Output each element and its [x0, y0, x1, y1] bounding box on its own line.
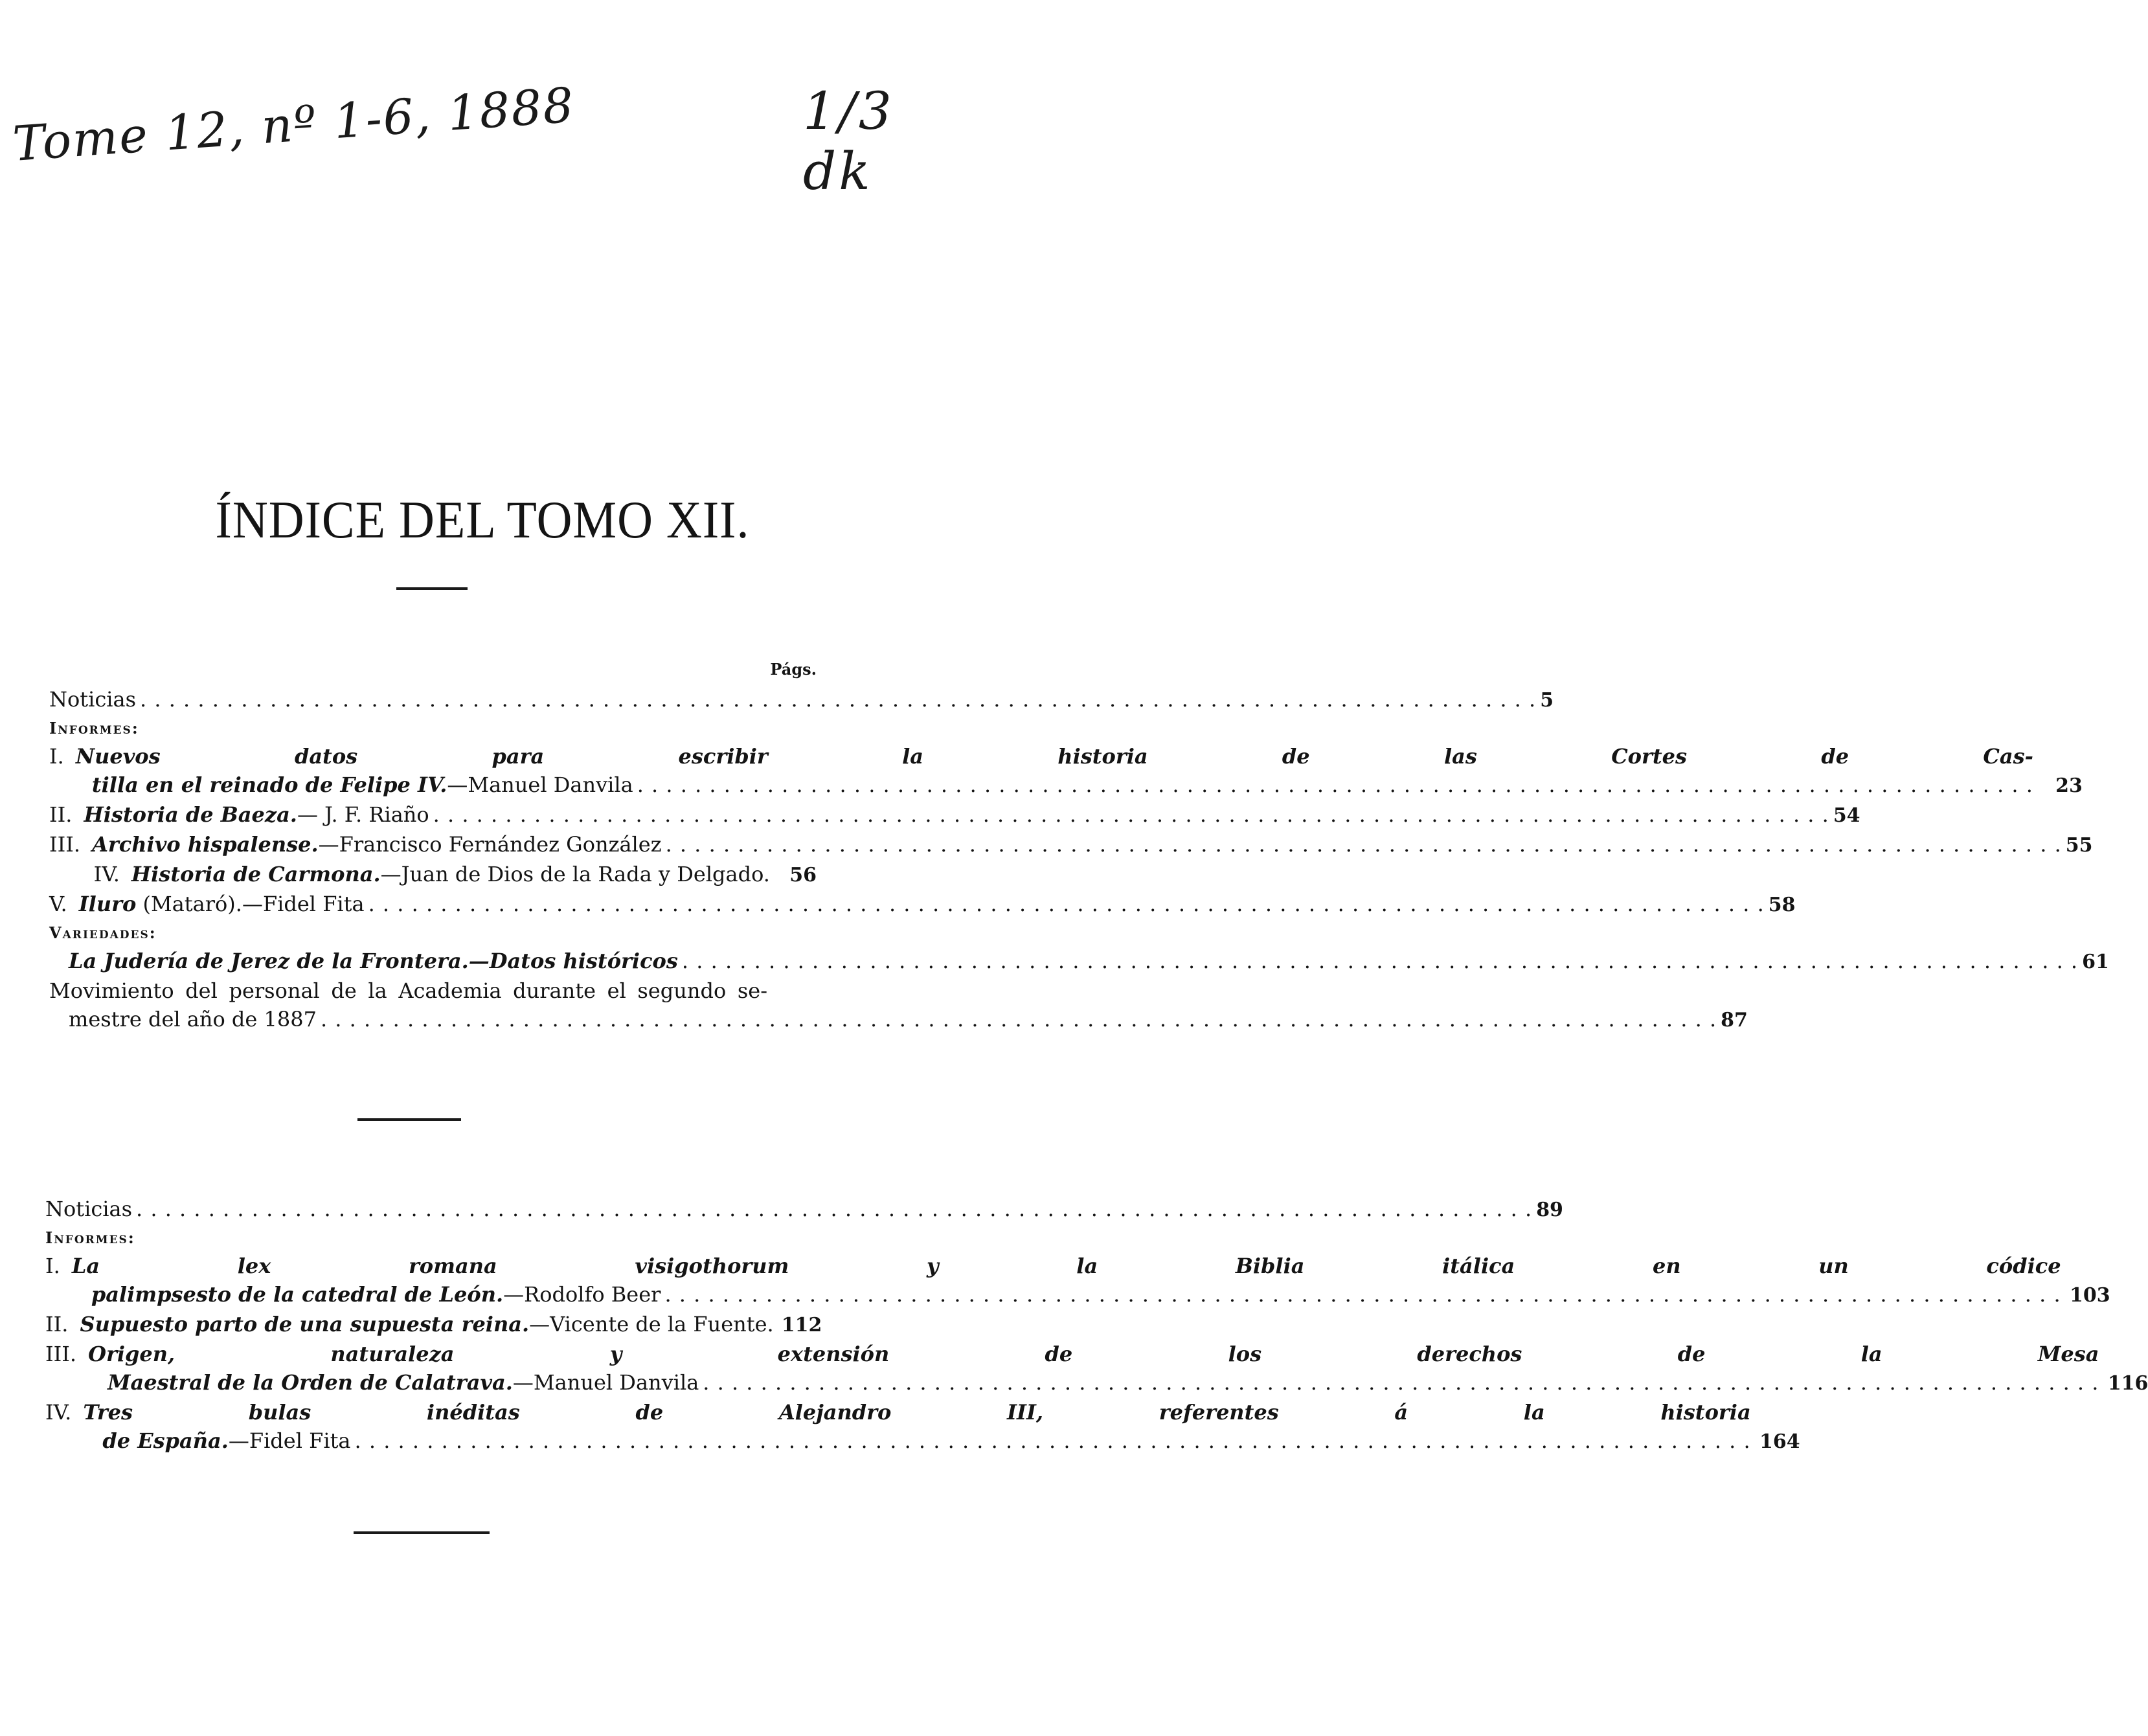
title-divider	[396, 587, 468, 590]
leader-dots	[664, 1280, 2061, 1309]
entry-title-line-1: La lex romana visigothorum y la Biblia itálica en un códice	[71, 1254, 2061, 1278]
entry-author: —Manuel Danvila	[512, 1370, 699, 1395]
leader-dots	[433, 800, 1829, 829]
toc-entry-informe-3	[49, 830, 2093, 860]
entry-author: —Fidel Fita	[228, 1428, 351, 1453]
entry-label: Noticias	[45, 1197, 133, 1221]
entry-title: La Judería de Jerez de la Frontera.—Datos históricos	[69, 949, 678, 973]
entry-title: Archivo hispalense.	[92, 832, 319, 857]
page-number: 5	[1540, 689, 1554, 712]
entry-author: (Mataró).—Fidel Fita	[136, 892, 365, 916]
handwritten-volume-note: Tome 12, nº 1-6, 1888	[11, 77, 577, 172]
page-number: 58	[1768, 894, 1796, 916]
entry-title: Historia de Carmona.	[131, 862, 381, 886]
section-heading-variedades: Variedades:	[49, 923, 157, 942]
leader-dots	[637, 771, 2033, 799]
entry-author: —Rodolfo Beer	[503, 1282, 661, 1307]
entry-title-line-2: tilla en el reinado de Felipe IV.	[91, 772, 447, 797]
entry-number: II.	[49, 802, 73, 827]
leader-dots	[666, 830, 2062, 859]
page-number: 103	[2070, 1284, 2110, 1307]
leader-dots	[136, 1195, 1532, 1223]
entry-title-line-2: palimpsesto de la catedral de León.	[91, 1282, 504, 1307]
leader-dots	[321, 1005, 1717, 1033]
entry-title-line-1: Nuevos datos para escribir la historia de las Cortes de Cas-	[75, 744, 2033, 769]
page-number: 55	[2065, 834, 2093, 857]
leader-dots	[703, 1368, 2099, 1397]
entry-author: —Francisco Fernández González	[318, 832, 662, 857]
toc-entry-noticias	[49, 685, 1554, 715]
page-number: 116	[2107, 1372, 2148, 1395]
page-number: 61	[2082, 951, 2109, 973]
page-number: 87	[1721, 1009, 1748, 1031]
leader-dots	[140, 685, 1536, 714]
section-heading-informes: Informes:	[49, 719, 139, 738]
toc-entry-informe-2	[45, 1310, 822, 1340]
toc-section-1	[49, 654, 2109, 1035]
entry-number: III.	[45, 1342, 77, 1366]
toc-entry-informe-3	[45, 1340, 2148, 1398]
toc-entry-informe-1	[45, 1252, 2110, 1310]
entry-title: Supuesto parto de una supuesta reina.	[80, 1312, 530, 1336]
entry-title-line-2: mestre del año de 1887	[69, 1007, 317, 1031]
entry-title-line-2: Maestral de la Orden de Calatrava.	[107, 1370, 513, 1395]
handwritten-shelf-mark: 1/3 dk	[803, 81, 894, 201]
entry-number: IV.	[45, 1400, 72, 1425]
toc-entry-informe-4	[45, 1398, 1800, 1456]
leader-dots	[368, 890, 1765, 918]
toc-entry-noticias	[45, 1195, 1563, 1224]
toc-entry-variedades	[49, 947, 2109, 976]
entry-title: Iluro	[78, 892, 137, 916]
page-number: 54	[1833, 804, 1860, 827]
entry-author: —Vicente de la Fuente.	[529, 1312, 774, 1336]
entry-label: Noticias	[49, 687, 137, 712]
toc-section-2	[45, 1195, 2148, 1456]
entry-number: V.	[49, 892, 67, 916]
entry-author: —Manuel Danvila	[447, 772, 633, 797]
page-number: 56	[789, 864, 817, 886]
page-number: 164	[1759, 1430, 1800, 1453]
toc-entry-movimiento	[49, 976, 1748, 1035]
page-title: ÍNDICE DEL TOMO XII.	[215, 490, 750, 550]
section-heading-informes: Informes:	[45, 1228, 135, 1247]
entry-title: Historia de Baeza.	[84, 802, 297, 827]
section-divider	[357, 1118, 461, 1121]
entry-author: —Juan de Dios de la Rada y Delgado.	[380, 862, 770, 886]
leader-dots	[682, 947, 2078, 975]
entry-author: — J. F. Riaño	[297, 802, 429, 827]
entry-number: I.	[45, 1254, 60, 1278]
entry-title-line-1: Tres bulas inéditas de Alejandro III, referentes á la historia	[83, 1400, 1751, 1425]
toc-entry-informe-4	[49, 860, 817, 890]
page-number: 89	[1536, 1199, 1563, 1221]
entry-title-line-2: de España.	[102, 1428, 229, 1453]
toc-entry-informe-1	[49, 742, 2083, 800]
end-divider	[354, 1531, 490, 1534]
leader-dots	[355, 1426, 1751, 1455]
entry-title-line-1: Origen, naturaleza y extensión de los derechos de la Mesa	[88, 1342, 2099, 1366]
toc-entry-informe-2	[49, 800, 1860, 830]
entry-number: II.	[45, 1312, 69, 1336]
page-number: 23	[2055, 774, 2083, 797]
entry-number: III.	[49, 832, 81, 857]
entry-number: I.	[49, 744, 64, 769]
toc-entry-informe-5	[49, 890, 1796, 919]
pages-column-label: Págs.	[770, 660, 817, 679]
entry-number: IV.	[93, 862, 120, 886]
page-number: 112	[781, 1314, 822, 1336]
entry-title-line-1: Movimiento del personal de la Academia durante el segundo se-	[49, 978, 767, 1003]
